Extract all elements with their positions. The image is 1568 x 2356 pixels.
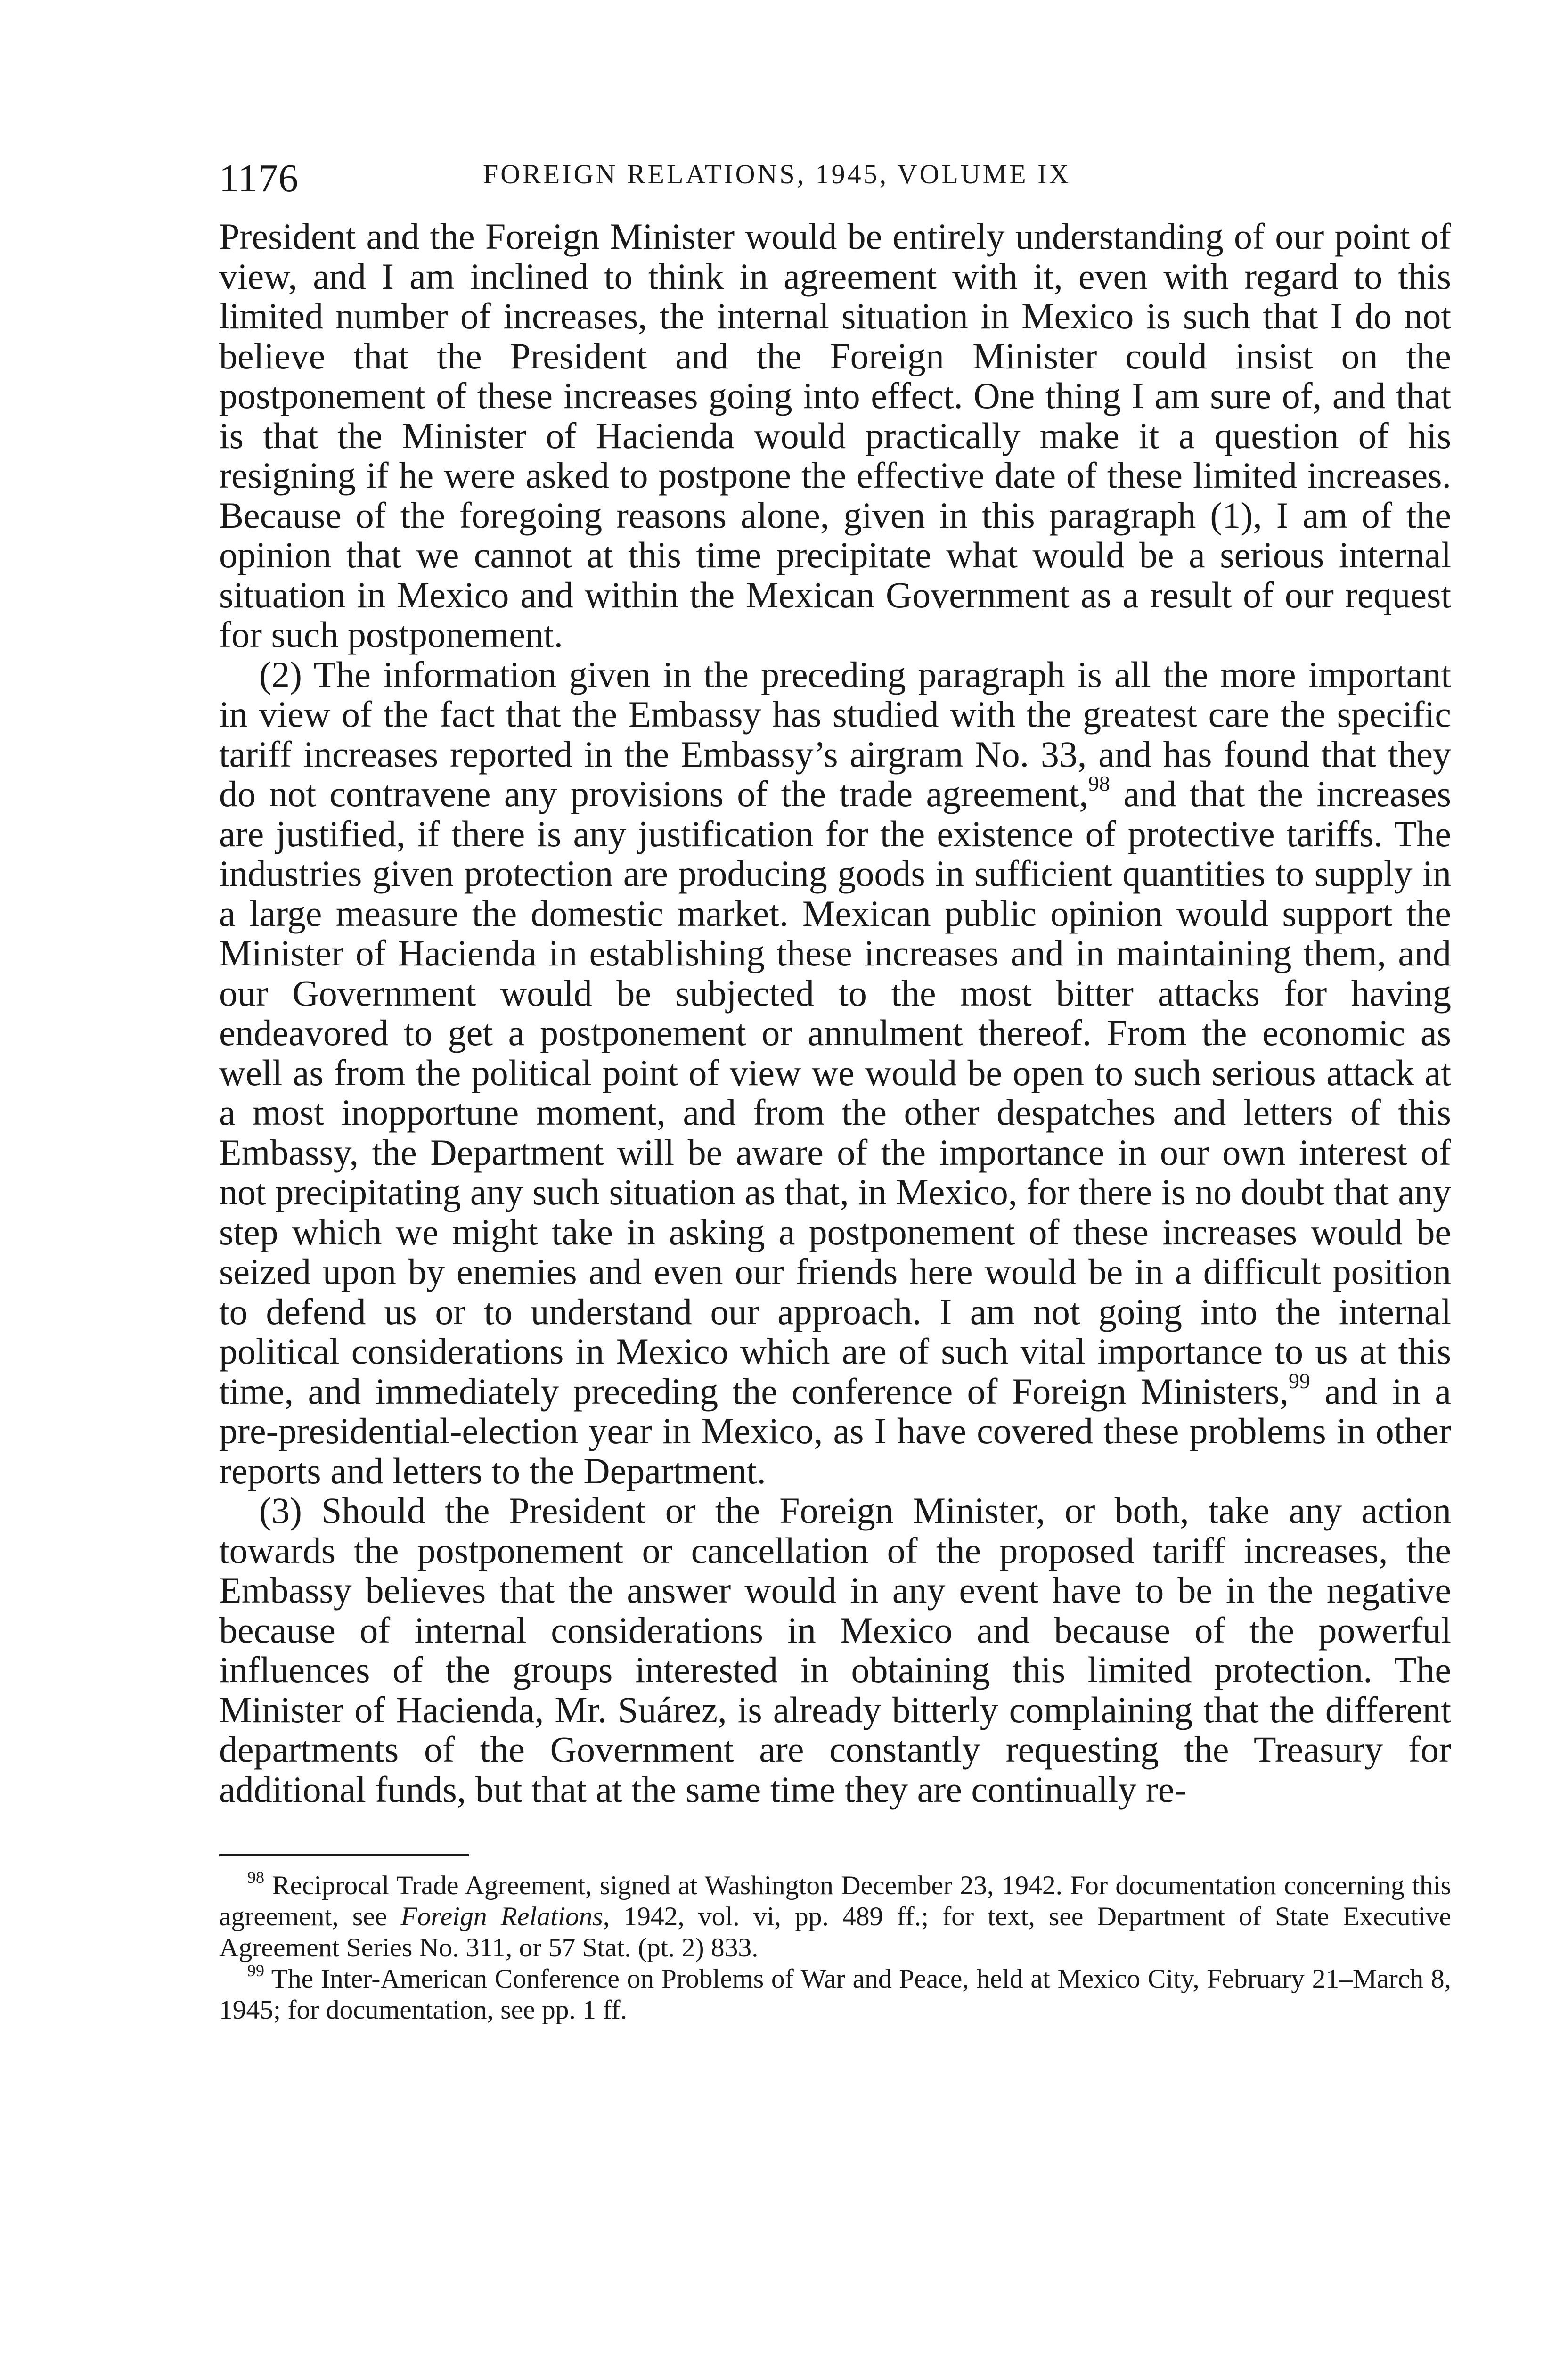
paragraph-3: (3) Should the President or the Foreign Minister, or both, take any action towards the postponement or cancellation of the proposed tariff increases, the Embassy believes that the answer would in any event have to be in the negative because of internal considerations in Mexico and because of the powerful influences of the groups interested in obtaining this limited protection. The Minister of Hacienda, Mr. Suárez, is already bitterly complaining that the different departments of the Government are constantly requesting the Treasury for additional funds, but that at the same time they are continually re- xyxy=(219,1490,1451,1810)
page-header xyxy=(219,155,1451,207)
body-text xyxy=(219,217,1451,1809)
paragraph-2-part-c: and in a pre-presidential-election year in Mexico, as I have covered these problems in other reports and letters to the Department. xyxy=(219,1370,1451,1491)
running-head: FOREIGN RELATIONS, 1945, VOLUME IX xyxy=(483,159,1071,189)
footnote-divider xyxy=(219,1854,469,1856)
footnote-99-text: The Inter-American Conference on Problems of War and Peace, held at Mexico City, February 21–March 8, 1945; for documentation, see pp. 1 ff. xyxy=(219,1964,1451,2025)
footnote-98-mark: 98 xyxy=(247,1867,264,1887)
footnote-98-text-b: , 1942, vol. vi, pp. 489 ff.; for text, see Department of State Executive Agreement Series No. 311, or 57 Stat. (pt. 2) 833. xyxy=(219,1902,1451,1963)
footnote-98-text-a: Reciprocal Trade Agreement, signed at Washington December 23, 1942. For documentation concerning this agreement, see xyxy=(219,1871,1451,1931)
footnote-98-italic: Foreign Relations xyxy=(400,1902,603,1931)
footnote-99 xyxy=(219,1963,1451,2026)
document-page xyxy=(219,155,1451,2026)
paragraph-1: President and the Foreign Minister would be entirely understanding of our point of view, and I am inclined to think in agreement with it, even with regard to this limited number of increases, the internal situation in Mexico is such that I do not believe that the President and the Foreign Minister could insist on the postponement of these increases going into effect. One thing I am sure of, and that is that the Minister of Hacienda would practically make it a question of his resigning if he were asked to postpone the effective date of these limited increases. Because of the foregoing reasons alone, given in this paragraph (1), I am of the opinion that we cannot at this time precipitate what would be a serious internal situation in Mexico and within the Mexican Government as a result of our request for such postponement. xyxy=(219,216,1451,655)
paragraph-2-part-b: and that the increases are justified, if there is any justification for the existence of protective tariffs. The industries given protection are producing goods in sufficient quantities to supply in a large measure the domestic market. Mexican public opinion would support the Minister of Hacienda in establishing these increases and in maintaining them, and our Government would be subjected to the most bitter attacks for having endeavored to get a postponement or annulment thereof. From the economic as well as from the political point of view we would be open to such serious attack at a most inopportune moment, and from the other despatches and letters of this Embassy, the Department will be aware of the importance in our own interest of not precipitating any such situation as that, in Mexico, for there is no doubt that any step which we might take in asking a postponement of these increases would be seized upon by enemies and even our friends here would be in a difficult position to defend us or to understand our approach. I am not going into the internal political considerations in Mexico which are of such vital importance to us at this time, and immediately preceding the conference of Foreign Ministers, xyxy=(219,773,1451,1412)
footnote-99-mark: 99 xyxy=(247,1961,264,1980)
footnote-ref-98: 98 xyxy=(1088,771,1110,795)
paragraph-2 xyxy=(219,655,1451,1491)
footnote-ref-99: 99 xyxy=(1289,1368,1311,1393)
page-number: 1176 xyxy=(219,156,299,200)
footnotes xyxy=(219,1867,1451,2026)
footnote-98 xyxy=(219,1867,1451,1963)
paragraph-2-part-a: (2) The information given in the preceding paragraph is all the more important in view of the fact that the Embassy has studied with the greatest care the specific tariff increases reported in the Embassy’s airgram No. 33, and has found that they do not contravene any provisions of the trade agreement, xyxy=(219,654,1451,814)
